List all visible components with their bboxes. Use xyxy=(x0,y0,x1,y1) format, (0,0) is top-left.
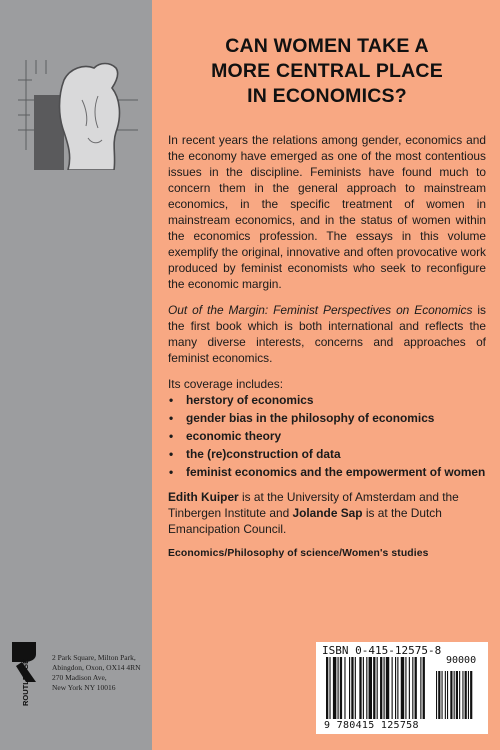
intro-paragraph: In recent years the relations among gender, economics and the economy have emerged as one of the most contentious issues in the discipline. Feminists have found much to concern them in the general approach to mainstream economics, in the specific treatment of women in mainstream economics, and in the status of women within the economics profession. The essays in this volume exemplify the original, innovative and often provocative work produced by feminist economists who seek to reconfigure the economic margin. xyxy=(168,133,486,291)
subject-categories: Economics/Philosophy of science/Women's studies xyxy=(168,548,429,559)
book-title: Out of the Margin: Feminist Perspectives on Economics xyxy=(168,303,473,317)
coverage-intro: Its coverage includes: xyxy=(168,377,284,391)
barcode-bar xyxy=(384,657,385,719)
bullet-icon: • xyxy=(169,447,174,461)
barcode-bar xyxy=(344,657,345,719)
barcode-addon-bar xyxy=(465,671,467,719)
isbn-barcode xyxy=(316,642,488,734)
barcode-bars xyxy=(324,657,482,719)
barcode-bar xyxy=(377,657,378,719)
left-grey-band xyxy=(0,0,152,750)
barcode-bar xyxy=(386,657,389,719)
coverage-item-text: the (re)construction of data xyxy=(186,447,341,461)
address-line: 2 Park Square, Milton Park, xyxy=(52,653,136,662)
bullet-icon: • xyxy=(169,393,174,407)
barcode-addon-bar xyxy=(436,671,437,719)
barcode-bar xyxy=(373,657,375,719)
barcode-addon-bar xyxy=(438,671,440,719)
headline-line: CAN WOMEN TAKE A xyxy=(225,35,429,57)
ean-number: 9 780415 125758 xyxy=(324,720,419,731)
barcode-bar xyxy=(349,657,350,719)
author-name: Edith Kuiper xyxy=(168,490,239,504)
coverage-list xyxy=(168,392,486,480)
barcode-addon-bar xyxy=(445,671,446,719)
barcode-addon-bar xyxy=(470,671,472,719)
barcode-addon-bar xyxy=(468,671,469,719)
coverage-item xyxy=(168,446,486,462)
coverage-item-text: gender bias in the philosophy of economics xyxy=(186,411,435,425)
publisher-address xyxy=(52,653,152,693)
barcode-addon-bar xyxy=(447,671,448,719)
barcode-bar xyxy=(405,657,406,719)
barcode-addon-bar xyxy=(442,671,443,719)
author-bio-text: is at the Dutch Emancipation Council. xyxy=(168,506,442,536)
barcode-bar xyxy=(420,657,421,719)
barcode-bar xyxy=(415,657,417,719)
barcode-bar xyxy=(412,657,413,719)
barcode-bar xyxy=(401,657,404,719)
author-bio-text: is at the University of Amsterdam and the Tinbergen Institute and xyxy=(168,490,459,520)
torso-sculpture-image xyxy=(28,60,126,170)
coverage-item-text: economic theory xyxy=(186,429,282,443)
barcode-bar xyxy=(369,657,372,719)
barcode-bar xyxy=(423,657,425,719)
barcode-addon-bar xyxy=(462,671,463,719)
book-description-paragraph xyxy=(168,302,486,366)
barcode-addon-bar xyxy=(456,671,458,719)
barcode-bar xyxy=(329,657,330,719)
address-line: Abingdon, Oxon, OX14 4RN xyxy=(52,663,141,672)
coverage-item xyxy=(168,464,486,480)
barcode-bar xyxy=(355,657,356,719)
coverage-item xyxy=(168,428,486,444)
barcode-bar xyxy=(409,657,410,719)
headline-line: IN ECONOMICS? xyxy=(247,85,407,107)
barcode-addon-bar xyxy=(454,671,455,719)
isbn-text: ISBN 0-415-12575-8 xyxy=(322,644,442,657)
coverage-item-text: feminist economics and the empowerment of women xyxy=(186,465,486,479)
barcode-bar xyxy=(340,657,342,719)
bullet-icon: • xyxy=(169,411,174,425)
barcode-bar xyxy=(338,657,339,719)
price-code: 90000 xyxy=(446,655,477,666)
barcode-bar xyxy=(363,657,364,719)
barcode-bar xyxy=(380,657,382,719)
headline xyxy=(168,34,486,109)
barcode-bar xyxy=(366,657,367,719)
bullet-icon: • xyxy=(169,465,174,479)
author-bio xyxy=(168,489,486,537)
address-line: 270 Madison Ave, xyxy=(52,673,107,682)
cover-text-column xyxy=(168,34,486,559)
barcode-bar xyxy=(392,657,393,719)
book-description-text: is the first book which is both international and reflects the many diverse interests, concerns and approaches of feminist economics. xyxy=(168,303,486,365)
barcode-bar xyxy=(326,657,328,719)
coverage-item xyxy=(168,392,486,408)
barcode-addon-bar xyxy=(459,671,460,719)
author-name: Jolande Sap xyxy=(292,506,363,520)
coverage-item xyxy=(168,410,486,426)
address-line: New York NY 10016 xyxy=(52,683,116,692)
headline-line: MORE CENTRAL PLACE xyxy=(211,60,443,82)
barcode-bar xyxy=(359,657,361,719)
barcode-bar xyxy=(351,657,353,719)
routledge-logo xyxy=(8,640,40,710)
barcode-addon-bar xyxy=(450,671,452,719)
bullet-icon: • xyxy=(169,429,174,443)
barcode-bar xyxy=(395,657,396,719)
barcode-bar xyxy=(333,657,336,719)
coverage-item-text: herstory of economics xyxy=(186,393,314,407)
barcode-bar xyxy=(397,657,398,719)
publisher-logo-text: ROUTLEDGE xyxy=(21,658,30,706)
